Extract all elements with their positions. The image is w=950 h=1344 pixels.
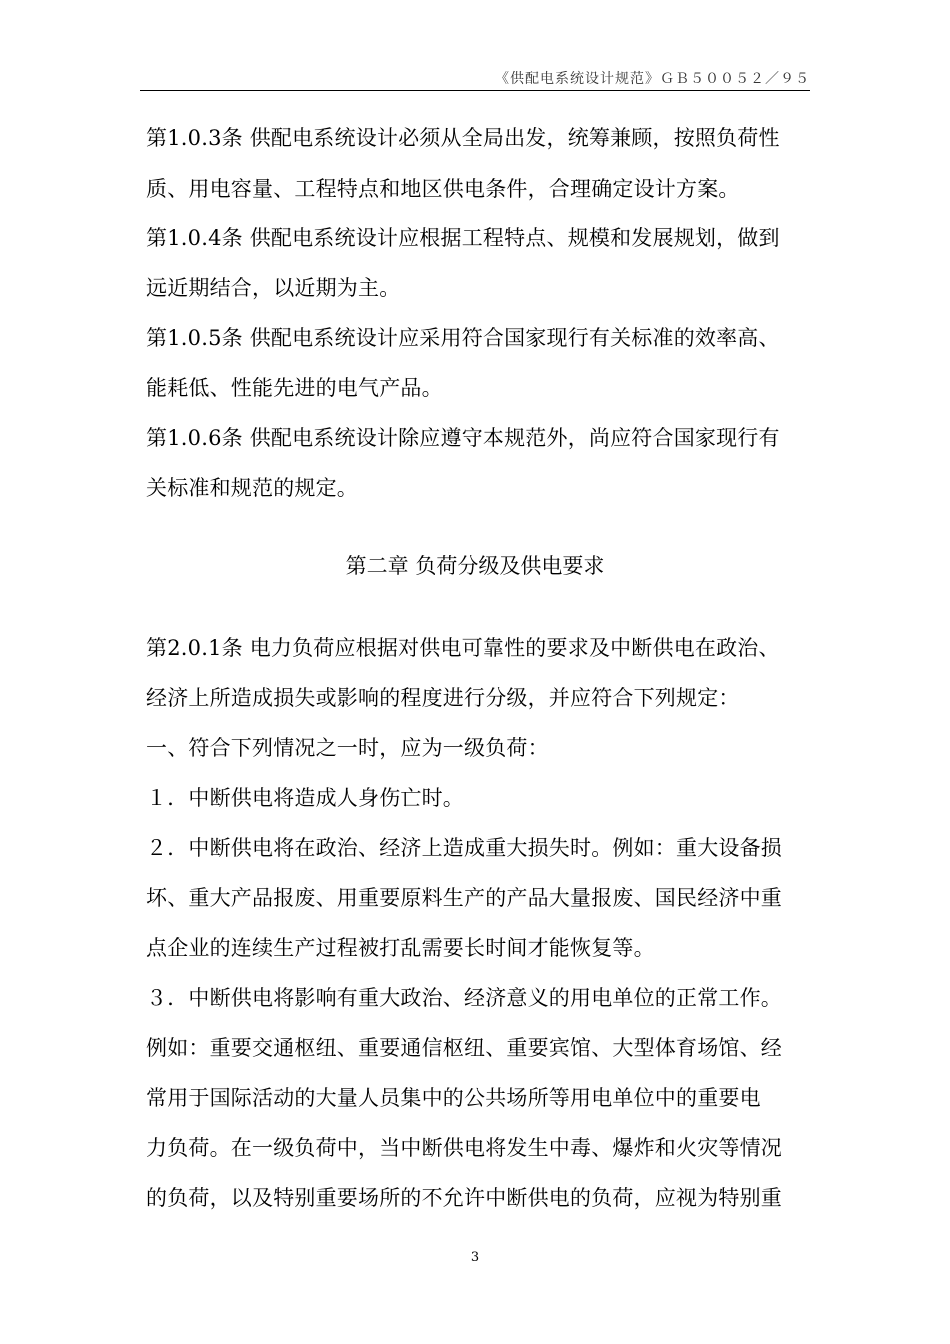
page-number: 3 xyxy=(470,1250,480,1265)
page-header xyxy=(140,66,810,91)
text-line: ２．中断供电将在政治、经济上造成重大损失时。例如：重大设备损 xyxy=(146,836,782,860)
text-line: 能耗低、性能先进的电气产品。 xyxy=(146,376,443,400)
text-line: 第1.0.4条 供配电系统设计应根据工程特点、规模和发展规划，做到 xyxy=(146,226,780,250)
text-line: 点企业的连续生产过程被打乱需要长时间才能恢复等。 xyxy=(146,936,655,960)
text-line: 第2.0.1条 电力负荷应根据对供电可靠性的要求及中断供电在政治、 xyxy=(146,636,780,660)
header-title: 《供配电系统设计规范》ＧＢ５００５２／９５ xyxy=(495,71,810,87)
text-line: 第1.0.5条 供配电系统设计应采用符合国家现行有关标准的效率高、 xyxy=(146,326,780,350)
text-line: 一、符合下列情况之一时，应为一级负荷： xyxy=(146,736,549,760)
text-line: ３．中断供电将影响有重大政治、经济意义的用电单位的正常工作。 xyxy=(146,986,782,1010)
text-line: 经济上所造成损失或影响的程度进行分级，并应符合下列规定： xyxy=(146,686,740,710)
text-line: １．中断供电将造成人身伤亡时。 xyxy=(146,786,464,810)
text-line: 质、用电容量、工程特点和地区供电条件，合理确定设计方案。 xyxy=(146,177,740,201)
text-line: 坏、重大产品报废、用重要原料生产的产品大量报废、国民经济中重 xyxy=(146,886,782,910)
text-line: 力负荷。在一级负荷中，当中断供电将发生中毒、爆炸和火灾等情况 xyxy=(146,1136,782,1160)
text-line: 远近期结合，以近期为主。 xyxy=(146,276,401,300)
text-line: 第1.0.3条 供配电系统设计必须从全局出发，统筹兼顾，按照负荷性 xyxy=(146,126,780,150)
text-line: 的负荷，以及特别重要场所的不允许中断供电的负荷，应视为特别重 xyxy=(146,1186,782,1210)
text-line: 例如：重要交通枢纽、重要通信枢纽、重要宾馆、大型体育场馆、经 xyxy=(146,1036,782,1060)
chapter-title: 第二章 负荷分级及供电要求 xyxy=(345,554,605,578)
text-line: 第1.0.6条 供配电系统设计除应遵守本规范外，尚应符合国家现行有 xyxy=(146,426,780,450)
text-line: 常用于国际活动的大量人员集中的公共场所等用电单位中的重要电 xyxy=(146,1086,761,1110)
text-line: 关标准和规范的规定。 xyxy=(146,476,358,500)
